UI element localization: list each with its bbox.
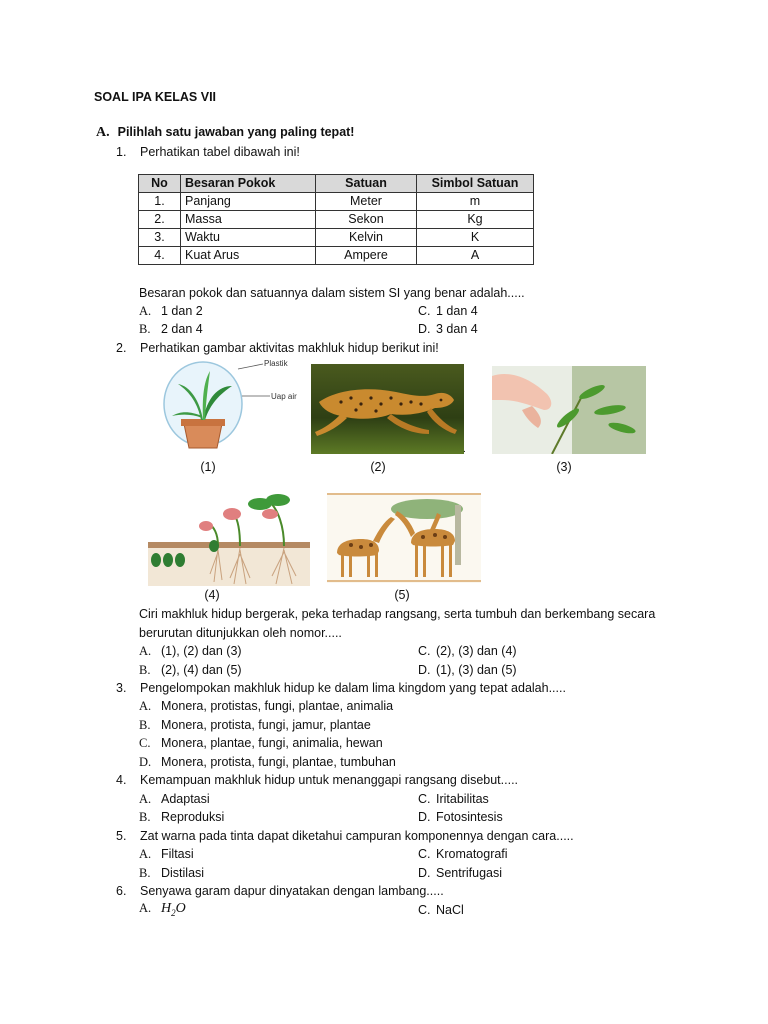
table-cell: Kg [417, 211, 534, 229]
option-b[interactable]: B. Distilasi [139, 866, 205, 880]
table-row [139, 247, 534, 265]
question-text: Perhatikan gambar aktivitas makhluk hidup berikut ini! [140, 341, 439, 355]
giraffes-image [327, 493, 481, 583]
uap-air-label: Uap air [271, 392, 297, 401]
question-number: 1. [116, 145, 127, 159]
question-number: 4. [116, 773, 127, 787]
plastik-label: Plastik [264, 359, 288, 368]
table-header: Besaran Pokok [181, 175, 316, 193]
question-text: Kemampuan makhluk hidup untuk menanggapi rangsang disebut..... [140, 773, 519, 787]
table-header: Satuan [316, 175, 417, 193]
mimosa-touch-image [492, 366, 646, 454]
option-c[interactable]: C. Monera, plantae, fungi, animalia, hewan [139, 736, 383, 750]
question-5 [116, 829, 574, 843]
caption-3: (3) [556, 460, 572, 474]
si-units-table [138, 174, 534, 265]
page-title: SOAL IPA KELAS VII [94, 90, 217, 104]
option-d[interactable]: D. Monera, protista, fungi, plantae, tumbuhan [139, 755, 396, 769]
option-a[interactable]: A. $H_2O$ [139, 901, 186, 918]
table-cell: Kuat Arus [181, 247, 316, 265]
cheetah-running-image [311, 364, 464, 454]
question-number: 2. [116, 341, 127, 355]
caption-2: (2) [370, 460, 386, 474]
table-row [139, 229, 534, 247]
question-number: 6. [116, 884, 127, 898]
table-cell: Ampere [316, 247, 417, 265]
question-prompt: Ciri makhluk hidup bergerak, peka terhadap rangsang, serta tumbuh dan berkembang secara [139, 607, 656, 621]
question-prompt: Besaran pokok dan satuannya dalam sistem SI yang benar adalah..... [139, 286, 525, 300]
option-a[interactable]: A. Monera, protistas, fungi, plantae, animalia [139, 699, 394, 713]
table-row [139, 211, 534, 229]
table-cell: Panjang [181, 193, 316, 211]
question-number: 3. [116, 681, 127, 695]
question-text: Pengelompokan makhluk hidup ke dalam lima kingdom yang tepat adalah..... [140, 681, 566, 695]
question-text: Zat warna pada tinta dapat diketahui campuran komponennya dengan cara..... [140, 829, 574, 843]
caption-4: (4) [204, 588, 220, 602]
option-a[interactable]: A. Filtasi [139, 847, 194, 861]
option-b[interactable]: B. 2 dan 4 [139, 322, 203, 336]
section-letter: A. [96, 125, 110, 140]
option-c[interactable]: C. Iritabilitas [418, 792, 489, 806]
question-text: Senyawa garam dapur dinyatakan dengan lambang..... [140, 884, 444, 898]
option-d[interactable]: D. (1), (3) dan (5) [418, 663, 517, 677]
table-cell: Sekon [316, 211, 417, 229]
option-b[interactable]: B. Reproduksi [139, 810, 225, 824]
option-a[interactable]: A. Adaptasi [139, 792, 210, 806]
option-d[interactable]: D. Sentrifugasi [418, 866, 503, 880]
option-a[interactable]: A. (1), (2) dan (3) [139, 644, 242, 658]
table-cell: A [417, 247, 534, 265]
option-a[interactable]: A. 1 dan 2 [139, 304, 203, 318]
table-header-row [139, 175, 534, 193]
question-1 [116, 145, 300, 159]
germination-image [148, 490, 310, 586]
section-instruction: Pilihlah satu jawaban yang paling tepat! [117, 125, 355, 139]
option-c[interactable]: C. (2), (3) dan (4) [418, 644, 517, 658]
table-cell: 4. [139, 247, 181, 265]
table-cell: Meter [316, 193, 417, 211]
caption-5: (5) [394, 588, 410, 602]
table-header: No [139, 175, 181, 193]
option-b[interactable]: B. Monera, protista, fungi, jamur, plantae [139, 718, 371, 732]
option-c[interactable]: C. 1 dan 4 [418, 304, 478, 318]
table-cell: m [417, 193, 534, 211]
table-cell: K [417, 229, 534, 247]
question-6 [116, 884, 444, 898]
option-d[interactable]: D. Fotosintesis [418, 810, 503, 824]
option-d[interactable]: D. 3 dan 4 [418, 322, 478, 336]
question-number: 5. [116, 829, 127, 843]
option-c[interactable]: C. NaCl [418, 903, 464, 917]
table-cell: Massa [181, 211, 316, 229]
table-cell: Waktu [181, 229, 316, 247]
table-cell: 2. [139, 211, 181, 229]
table-row [139, 193, 534, 211]
caption-1: (1) [200, 460, 216, 474]
table-cell: Kelvin [316, 229, 417, 247]
option-b[interactable]: B. (2), (4) dan (5) [139, 663, 242, 677]
table-cell: 3. [139, 229, 181, 247]
image-dot: . [463, 444, 466, 455]
question-prompt: berurutan ditunjukkan oleh nomor..... [139, 626, 342, 640]
table-cell: 1. [139, 193, 181, 211]
question-3 [116, 681, 566, 695]
question-2 [116, 341, 439, 355]
plant-transpiration-image [160, 356, 310, 456]
section-heading [96, 125, 354, 141]
option-c[interactable]: C. Kromatografi [418, 847, 508, 861]
formula-h2o: $H_2O$ [161, 901, 186, 918]
question-4 [116, 773, 518, 787]
question-text: Perhatikan tabel dibawah ini! [140, 145, 300, 159]
table-header: Simbol Satuan [417, 175, 534, 193]
